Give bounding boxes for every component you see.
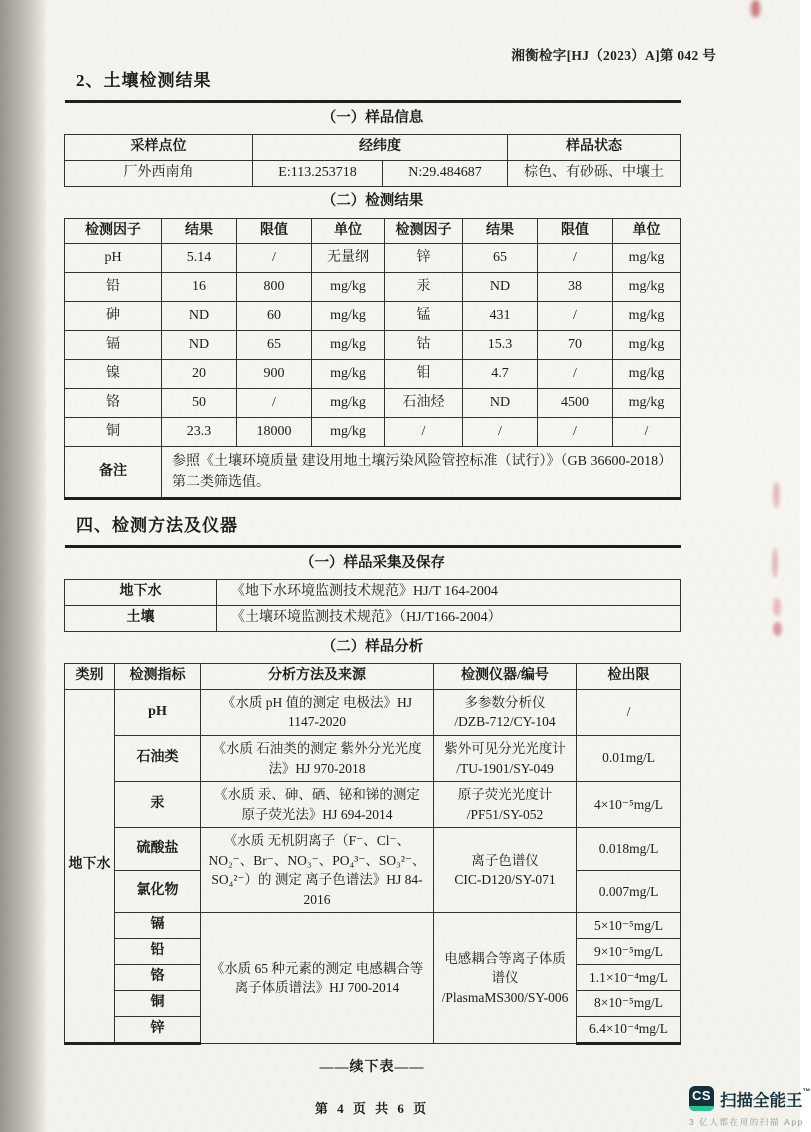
soil-results-heading: 2、土壤检测结果 xyxy=(76,71,212,90)
col-header-unit: 单位 xyxy=(312,218,385,244)
cell-indicator: 锌 xyxy=(115,1017,201,1044)
cell-limit: 60 xyxy=(237,302,312,331)
col-header-instrument: 检测仪器/编号 xyxy=(434,663,577,689)
cell-indicator: 硫酸盐 xyxy=(115,828,201,871)
cell-detection-limit: 4×10⁻⁵mg/L xyxy=(577,782,681,828)
col-header-factor: 检测因子 xyxy=(385,218,463,244)
camscanner-watermark xyxy=(689,1086,811,1128)
cell-unit: mg/kg xyxy=(312,331,385,360)
cell-result: 431 xyxy=(463,302,538,331)
col-header-sample-point: 采样点位 xyxy=(65,135,253,161)
cell-factor: 铜 xyxy=(65,418,162,447)
cell-factor: 锌 xyxy=(385,244,463,273)
col-header-indicator: 检测指标 xyxy=(115,663,201,689)
cell-unit: mg/kg xyxy=(312,273,385,302)
col-header-result: 结果 xyxy=(162,218,237,244)
col-header-limit: 限值 xyxy=(237,218,312,244)
sample-info-title: （一）样品信息 xyxy=(65,102,681,135)
cell-unit: mg/kg xyxy=(613,389,681,418)
col-header-coordinates: 经纬度 xyxy=(253,135,508,161)
cell-result: / xyxy=(463,418,538,447)
cell-limit: / xyxy=(538,360,613,389)
col-header-category: 类别 xyxy=(65,663,115,689)
cell-indicator: 铅 xyxy=(115,939,201,965)
instrument-code: /DZB-712/CY-104 xyxy=(454,714,556,730)
cell-result: ND xyxy=(162,331,237,360)
cell-limit: / xyxy=(237,244,312,273)
cell-limit: 70 xyxy=(538,331,613,360)
cell-factor: 砷 xyxy=(65,302,162,331)
trademark-symbol: ™ xyxy=(802,1086,811,1096)
cell-detection-limit: / xyxy=(577,689,681,735)
app-name-text: 扫描全能王 xyxy=(720,1091,803,1110)
instrument-code: /TU-1901/SY-049 xyxy=(456,760,554,776)
cell-limit: 900 xyxy=(237,360,312,389)
cell-unit: mg/kg xyxy=(613,331,681,360)
cell-limit: 65 xyxy=(237,331,312,360)
cell-indicator: 汞 xyxy=(115,782,201,828)
col-header-method: 分析方法及来源 xyxy=(201,663,434,689)
cell-factor: 铬 xyxy=(65,389,162,418)
cell-factor: 镍 xyxy=(65,360,162,389)
sampling-table xyxy=(64,545,681,632)
cell-result: 50 xyxy=(162,389,237,418)
cell-indicator: 铜 xyxy=(115,991,201,1017)
camscanner-tagline: 3 亿人都在用的扫描 App xyxy=(689,1117,804,1127)
cell-unit: mg/kg xyxy=(613,273,681,302)
cell-factor: 镉 xyxy=(65,331,162,360)
cell-result: 15.3 xyxy=(463,331,538,360)
cell-limit: 38 xyxy=(538,273,613,302)
cell-unit: mg/kg xyxy=(312,302,385,331)
analysis-table xyxy=(64,631,681,1045)
cell-method: 《水质 无机阴离子（F⁻、Cl⁻、NO₂⁻、Br⁻、NO₃⁻、PO₄³⁻、SO₃²⁻、SO₄²⁻）的 测定 离子色谱法》HJ 84-2016 xyxy=(201,828,434,913)
camscanner-app-name xyxy=(720,1087,811,1111)
cell-factor: 石油烃 xyxy=(385,389,463,418)
cell-longitude: E:113.253718 xyxy=(253,161,383,187)
remark-label: 备注 xyxy=(65,447,162,499)
page-footer: 第 4 页 共 6 页 xyxy=(314,1100,430,1116)
cell-detection-limit: 8×10⁻⁵mg/L xyxy=(577,991,681,1017)
methods-heading: 四、检测方法及仪器 xyxy=(76,516,238,536)
instrument-code: CIC-D120/SY-071 xyxy=(454,872,556,888)
instrument-name: 电感耦合等离子体质谱仪 xyxy=(444,950,566,986)
cell-limit: / xyxy=(538,418,613,447)
col-header-result: 结果 xyxy=(463,218,538,244)
cell-indicator: 石油类 xyxy=(115,735,201,781)
cell-factor: pH xyxy=(65,244,162,273)
cell-limit: 800 xyxy=(237,273,312,302)
analysis-title: （二）样品分析 xyxy=(65,631,681,663)
cell-factor: 钴 xyxy=(385,331,463,360)
continued-next-table-note: ——续下表—— xyxy=(319,1059,425,1075)
cell-detection-limit: 9×10⁻⁵mg/L xyxy=(577,939,681,965)
col-header-detection-limit: 检出限 xyxy=(577,663,681,689)
col-header-sample-status: 样品状态 xyxy=(508,135,681,161)
cs-logo-text: CS xyxy=(691,1088,712,1103)
cell-result: 4.7 xyxy=(463,360,538,389)
cell-unit: mg/kg xyxy=(312,360,385,389)
cell-detection-limit: 0.018mg/L xyxy=(577,828,681,871)
remark-text: 参照《土壤环境质量 建设用地土壤污染风险管控标准（试行）》（GB 36600-2018）第二类筛选值。 xyxy=(162,447,681,499)
cell-factor: 锰 xyxy=(385,302,463,331)
cell-detection-limit: 6.4×10⁻⁴mg/L xyxy=(577,1017,681,1044)
cell-indicator: pH xyxy=(115,689,201,735)
cell-limit: 4500 xyxy=(538,389,613,418)
instrument-code: /PF51/SY-052 xyxy=(466,806,544,822)
test-results-table xyxy=(64,186,681,501)
instrument-name: 紫外可见分光光度计 xyxy=(444,740,566,756)
cell-indicator: 镉 xyxy=(115,913,201,939)
cell-detection-limit: 1.1×10⁻⁴mg/L xyxy=(577,965,681,991)
instrument-name: 原子荧光光度计 xyxy=(457,787,553,803)
camscanner-logo-icon xyxy=(689,1086,714,1111)
cell-instrument xyxy=(434,735,577,781)
cell-indicator: 铬 xyxy=(115,965,201,991)
cell-standard: 《地下水环境监测技术规范》HJ/T 164-2004 xyxy=(217,580,681,606)
cell-result: 23.3 xyxy=(162,418,237,447)
col-header-factor: 检测因子 xyxy=(65,218,162,244)
cell-category: 土壤 xyxy=(65,606,217,632)
cell-result: 65 xyxy=(463,244,538,273)
cell-category: 地下水 xyxy=(65,580,217,606)
cell-unit: mg/kg xyxy=(613,302,681,331)
cell-result: ND xyxy=(463,273,538,302)
red-ink-bleed xyxy=(772,548,778,578)
col-header-unit: 单位 xyxy=(613,218,681,244)
cell-unit: mg/kg xyxy=(312,418,385,447)
cell-detection-limit: 5×10⁻⁵mg/L xyxy=(577,913,681,939)
cell-instrument xyxy=(434,828,577,913)
cell-unit: mg/kg xyxy=(613,360,681,389)
cell-unit: 无量纲 xyxy=(312,244,385,273)
cell-factor: 汞 xyxy=(385,273,463,302)
cell-detection-limit: 0.01mg/L xyxy=(577,735,681,781)
cell-factor: / xyxy=(385,418,463,447)
cell-result: ND xyxy=(162,302,237,331)
sampling-title: （一）样品采集及保存 xyxy=(65,547,681,580)
red-ink-bleed xyxy=(773,622,782,636)
scan-left-edge-shadow xyxy=(0,0,46,1132)
cell-limit: 18000 xyxy=(237,418,312,447)
document-content xyxy=(64,66,680,1117)
sample-info-table xyxy=(64,100,681,187)
col-header-limit: 限值 xyxy=(538,218,613,244)
instrument-code: /PlasmaMS300/SY-006 xyxy=(441,989,569,1005)
test-results-title: （二）检测结果 xyxy=(65,186,681,218)
instrument-name: 离子色谱仪 xyxy=(471,852,539,868)
cell-sample-status: 棕色、有砂砾、中壤土 xyxy=(508,161,681,187)
cell-method: 《水质 pH 值的测定 电极法》HJ 1147-2020 xyxy=(201,689,434,735)
cell-sample-point: 厂外西南角 xyxy=(65,161,253,187)
cell-standard: 《土壤环境监测技术规范》（HJ/T166-2004） xyxy=(217,606,681,632)
cell-instrument xyxy=(434,913,577,1043)
red-ink-bleed xyxy=(773,598,781,616)
cell-result: 16 xyxy=(162,273,237,302)
cell-limit: / xyxy=(538,244,613,273)
instrument-name: 多参数分析仪 xyxy=(464,694,546,710)
red-stamp-artifact xyxy=(751,0,760,17)
red-ink-bleed xyxy=(773,482,780,508)
cell-limit: / xyxy=(237,389,312,418)
cell-result: 5.14 xyxy=(162,244,237,273)
cell-instrument xyxy=(434,782,577,828)
cell-instrument xyxy=(434,689,577,735)
doc-number: 湘衡检字[HJ（2023）A]第 042 号 xyxy=(511,48,716,63)
cell-unit: mg/kg xyxy=(312,389,385,418)
cell-factor: 钼 xyxy=(385,360,463,389)
cell-indicator: 氯化物 xyxy=(115,870,201,913)
cell-category-groundwater: 地下水 xyxy=(65,689,115,1043)
cell-result: 20 xyxy=(162,360,237,389)
cell-unit: mg/kg xyxy=(613,244,681,273)
cell-limit: / xyxy=(538,302,613,331)
cell-method: 《水质 汞、砷、硒、铋和锑的测定 原子荧光法》HJ 694-2014 xyxy=(201,782,434,828)
cell-detection-limit: 0.007mg/L xyxy=(577,870,681,913)
cell-latitude: N:29.484687 xyxy=(383,161,508,187)
cell-unit: / xyxy=(613,418,681,447)
cell-method: 《水质 65 种元素的测定 电感耦合等离子体质谱法》HJ 700-2014 xyxy=(201,913,434,1043)
cell-factor: 铅 xyxy=(65,273,162,302)
cell-method: 《水质 石油类的测定 紫外分光光度法》HJ 970-2018 xyxy=(201,735,434,781)
cell-result: ND xyxy=(463,389,538,418)
